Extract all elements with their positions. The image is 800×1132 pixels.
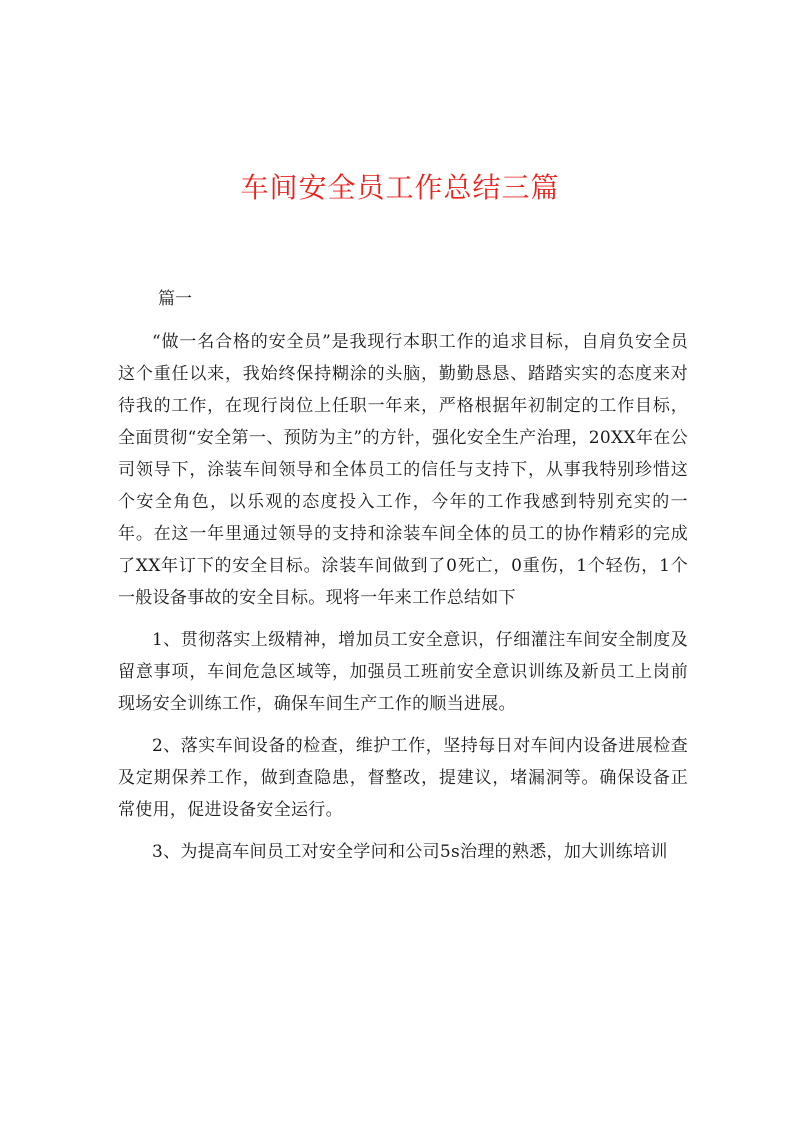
paragraph-intro: “做一名合格的安全员”是我现行本职工作的追求目标，自肩负安全员这个重任以来，我始终保持糊涂的头脑，勤勤恳恳、踏踏实实的态度来对待我的工作，在现行岗位上任职一年来，严格根据年初制定的工作目标，全面贯彻“安全第一、预防为主”的方针，强化安全生产治理，20XX年在公司领导下，涂装车间领导和全体员工的信任与支持下，从事我特别珍惜这个安全角色，以乐观的态度投入工作，今年的工作我感到特别充实的一年。在这一年里通过领导的支持和涂装车间全体的员工的协作精彩的完成了XX年订下的安全目标。涂装车间做到了0死亡，0重伤，1个轻伤，1个一般设备事故的安全目标。现将一年来工作总结如下: [118, 332, 688, 608]
paragraph-item-1: 1、贯彻落实上级精神，增加员工安全意识，仔细灌注车间安全制度及留意事项，车间危急区域等，加强员工班前安全意识训练及新员工上岗前现场安全训练工作，确保车间生产工作的顺当进展。: [118, 630, 688, 714]
section-heading: 篇一: [158, 289, 192, 309]
document-body: [118, 326, 688, 878]
document-title: 车间安全员工作总结三篇: [240, 171, 560, 204]
paragraph-item-3: 3、为提高车间员工对安全学问和公司5s治理的熟悉，加大训练培训: [152, 842, 668, 862]
paragraph-item-2: 2、落实车间设备的检查，维护工作，坚持每日对车间内设备进展检查及定期保养工作，做到查隐患，督整改，提建议，堵漏洞等。确保设备正常使用，促进设备安全运行。: [118, 736, 688, 820]
